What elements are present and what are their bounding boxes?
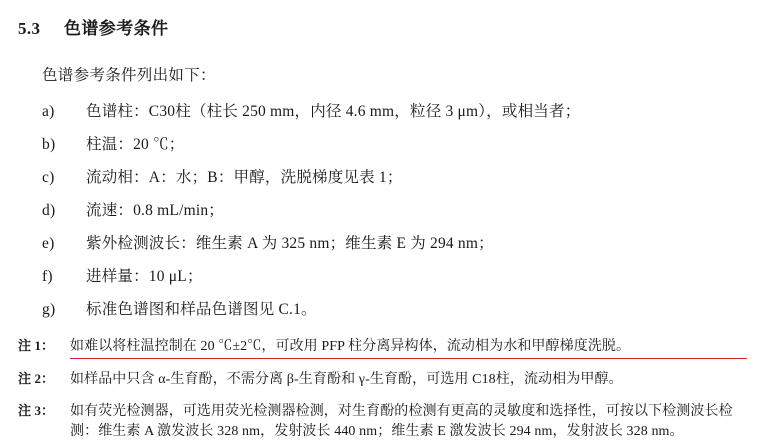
list-item bbox=[42, 198, 747, 220]
list-item-text: 流速：0.8 mL/min； bbox=[86, 202, 224, 219]
note-text: 如样品中只含 α-生育酚，不需分离 β-生育酚和 γ-生育酚，可选用 C18柱，流动相为甲醇。 bbox=[70, 372, 623, 388]
note-1 bbox=[18, 335, 747, 359]
note-text: 如难以将柱温控制在 20 ℃±2℃，可改用 PFP 柱分离异构体，流动相为水和甲醇梯度洗脱。 bbox=[70, 337, 747, 359]
note-3 bbox=[18, 400, 747, 442]
list-item-marker: d) bbox=[42, 202, 56, 219]
note-label: 注 2： bbox=[18, 371, 55, 387]
list-item bbox=[42, 132, 747, 154]
list-item-marker: f) bbox=[42, 268, 53, 285]
intro-paragraph: 色谱参考条件列出如下： bbox=[42, 67, 216, 84]
list-item-marker: g) bbox=[42, 301, 56, 318]
list-item-text: 紫外检测波长：维生素 A 为 325 nm；维生素 E 为 294 nm； bbox=[86, 235, 494, 252]
notes-block bbox=[18, 335, 747, 442]
list-item-text: 标准色谱图和样品色谱图见 C.1。 bbox=[86, 301, 317, 318]
note-label: 注 3： bbox=[18, 402, 55, 418]
note-2 bbox=[18, 368, 747, 390]
list-item bbox=[42, 99, 747, 121]
list-item-text: 柱温：20 ℃； bbox=[86, 136, 185, 153]
list-item-marker: b) bbox=[42, 136, 56, 153]
section-title: 色谱参考条件 bbox=[64, 19, 169, 38]
list-item-marker: c) bbox=[42, 169, 55, 186]
list-item bbox=[42, 231, 747, 253]
note-text: 如有荧光检测器，可选用荧光检测器检测，对生育酚的检测有更高的灵敏度和选择性，可按以下检测波长检测：维生素 A 激发波长 328 nm，发射波长 440 nm；维生素 E 激发波长 294 nm，发射波长 328 nm。 bbox=[70, 403, 733, 439]
section-heading bbox=[18, 14, 747, 39]
list-item bbox=[42, 165, 747, 187]
conditions-list bbox=[42, 99, 747, 319]
section-number: 5.3 bbox=[18, 19, 41, 38]
list-item-text: 进样量：10 μL； bbox=[86, 268, 203, 285]
note-label: 注 1： bbox=[18, 338, 55, 353]
list-item-marker: a) bbox=[42, 103, 55, 120]
list-item-text: 色谱柱：C30柱（柱长 250 mm，内径 4.6 mm，粒径 3 μm），或相当者； bbox=[86, 103, 581, 120]
list-item-marker: e) bbox=[42, 235, 55, 252]
list-item bbox=[42, 264, 747, 286]
list-item-text: 流动相：A：水；B：甲醇，洗脱梯度见表 1； bbox=[86, 169, 403, 186]
list-item bbox=[42, 297, 747, 319]
